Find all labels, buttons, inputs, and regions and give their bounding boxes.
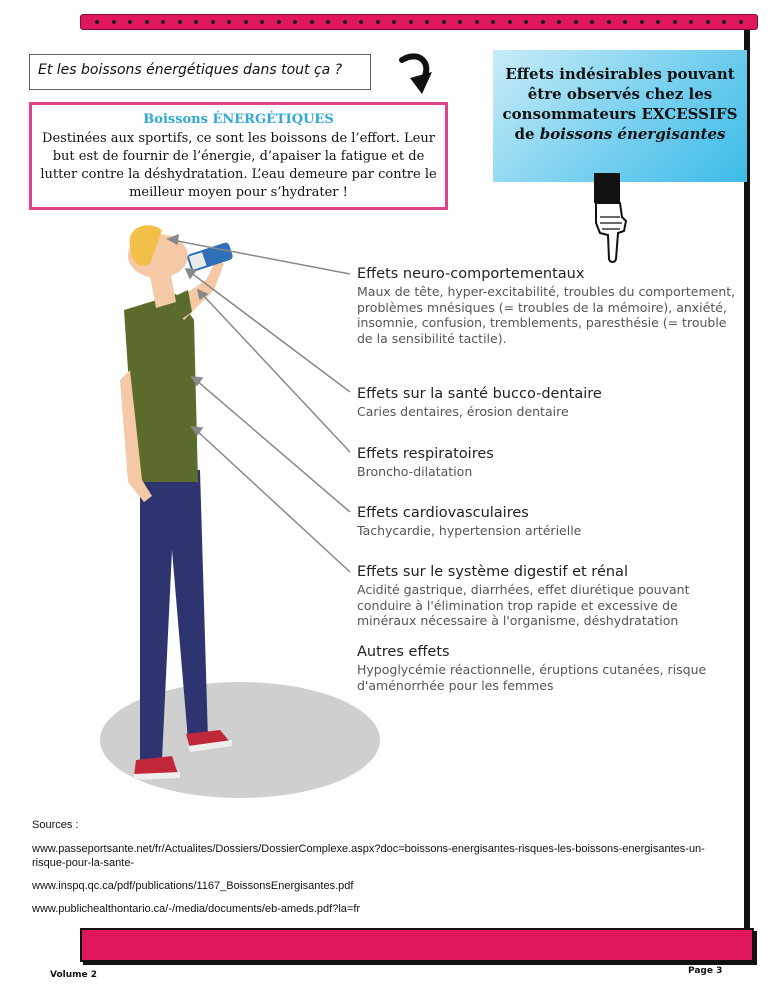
energy-drinks-info-box: [29, 102, 448, 210]
effect-heading: Effets neuro-comportementaux: [357, 266, 585, 282]
effects-box-emphasis: boissons énergisantes: [539, 125, 726, 143]
effect-digestive: [357, 564, 737, 629]
person-drinking-illustration: [90, 220, 390, 800]
undesirable-effects-box: [493, 50, 747, 182]
effect-detail: Maux de tête, hyper-excitabilité, troubles du comportement, problèmes mnésiques (= troubles de la mémoire), anxiété, insomnie, confusion, tremblements, paresthésie (= trouble de la sensibilité tactile).: [357, 284, 736, 346]
effect-other: [357, 644, 737, 693]
volume-label: Volume 2: [50, 970, 98, 980]
effect-dental: [357, 386, 737, 420]
effects-box-text: Effets indésirables pouvant être observés chez les consommateurs: [502, 65, 735, 123]
sources-label: Sources :: [32, 819, 79, 831]
effect-detail: Broncho-dilatation: [357, 464, 473, 479]
effect-heading: Autres effets: [357, 644, 450, 660]
effect-detail: Acidité gastrique, diarrhées, effet diurétique pouvant conduire à l'élimination trop rapide et excessive de minéraux nécessaire à l'organisme, déshydratation: [357, 582, 690, 628]
question-text: Et les boissons énergétiques dans tout ça ?: [38, 62, 343, 78]
effect-heading: Effets sur la santé bucco-dentaire: [357, 386, 602, 402]
effect-detail: Tachycardie, hypertension artérielle: [357, 523, 582, 538]
question-box: [29, 54, 371, 90]
effects-box-text-2: EXCESSIFS de: [514, 105, 738, 143]
pointing-hand-icon: [590, 173, 634, 263]
effect-heading: Effets respiratoires: [357, 446, 494, 462]
info-box-title: Boissons ÉNERGÉTIQUES: [143, 112, 334, 127]
bottom-decorative-band: [80, 928, 754, 962]
band-dots: [95, 20, 743, 24]
effect-detail: Caries dentaires, érosion dentaire: [357, 404, 569, 419]
source-link[interactable]: www.passeportsante.net/fr/Actualites/Dossiers/DossierComplexe.aspx?doc=boissons-energisantes-risques-les-boissons-energisantes-un-risque-pour-la-sante-: [32, 843, 705, 869]
page-number: Page 3: [688, 966, 723, 976]
info-box-body: Destinées aux sportifs, ce sont les boissons de l’effort. Leur but est de fournir de l’énergie, d’apaiser la fatigue et de lutter contre la déshydratation. L’eau demeure par contre le meilleur moyen pour s’hydrater !: [40, 131, 437, 200]
effect-heading: Effets sur le système digestif et rénal: [357, 564, 628, 580]
source-link[interactable]: www.publichealthontario.ca/-/media/documents/eb-ameds.pdf?la=fr: [32, 903, 361, 915]
effect-detail: Hypoglycémie réactionnelle, éruptions cutanées, risque d'aménorrhée pour les femmes: [357, 662, 707, 693]
top-decorative-band: [80, 14, 758, 30]
source-link[interactable]: www.inspq.qc.ca/pdf/publications/1167_BoissonsEnergisantes.pdf: [32, 880, 354, 892]
effect-neuro: [357, 266, 737, 346]
effect-respiratory: [357, 446, 737, 480]
curved-arrow-icon: [396, 52, 436, 96]
sources-section: [32, 818, 732, 925]
effect-heading: Effets cardiovasculaires: [357, 505, 529, 521]
effect-cardio: [357, 505, 737, 539]
